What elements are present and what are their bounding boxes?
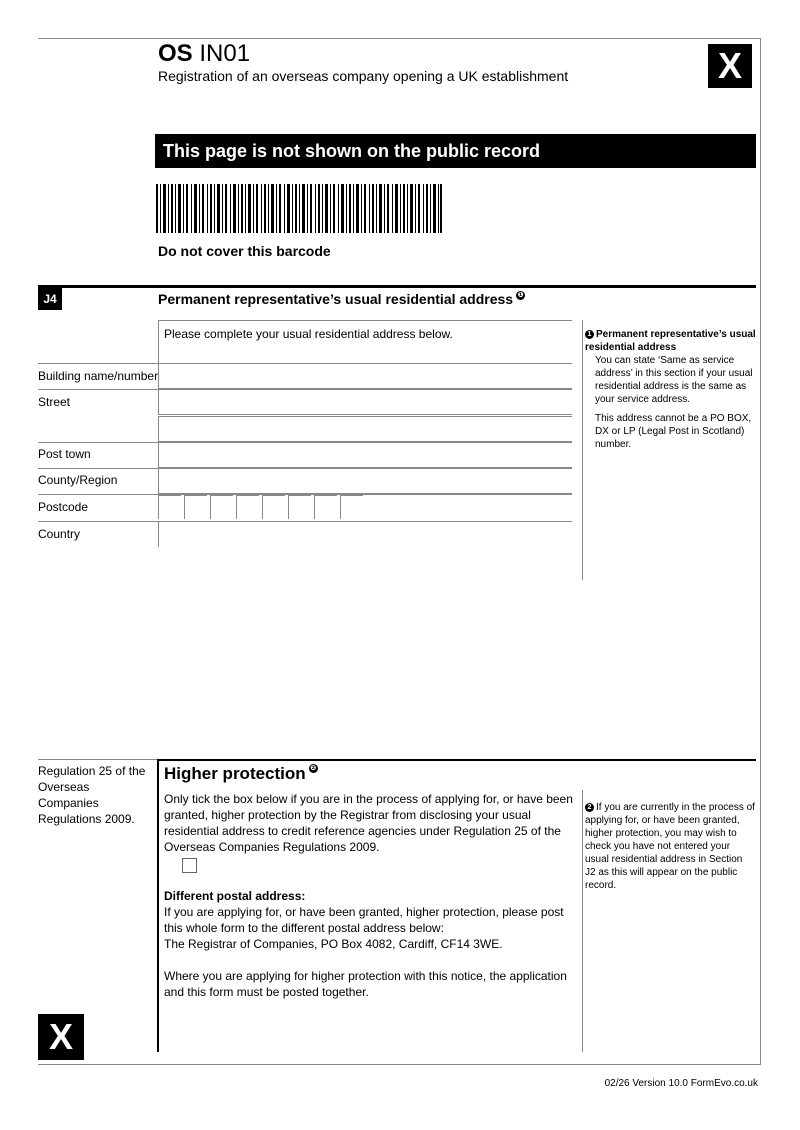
country-label: Country <box>38 527 81 541</box>
public-record-banner: This page is not shown on the public record <box>155 134 756 168</box>
form-subtitle: Registration of an overseas company opening a UK establishment <box>158 68 569 84</box>
side-note-1-para-1: You can state ‘Same as service address’ in this section if your usual residential address is the same as your service address. <box>595 355 753 405</box>
form-code <box>158 40 250 68</box>
note-1-icon: ❶ <box>517 292 524 299</box>
postcode-cell[interactable] <box>262 495 285 519</box>
postal-address-instruction: If you are applying for, or have been granted, higher protection, please post this whole form to the different postal address below: <box>164 905 564 935</box>
building-input[interactable] <box>158 363 572 389</box>
posted-together-note: Where you are applying for higher protection with this notice, the application and this form must be posted together. <box>164 969 567 999</box>
higher-protection-body: Only tick the box below if you are in the process of applying for, or have been granted, higher protection by the Registrar from disclosing your usual residential address to credit reference agencies under Regulation 25 of the Overseas Companies Regulations 2009. <box>164 792 573 854</box>
right-border <box>760 38 761 1065</box>
postal-address: The Registrar of Companies, PO Box 4082, Cardiff, CF14 3WE. <box>164 937 503 951</box>
higher-protection-title-text: Higher protection <box>164 764 306 783</box>
postcode-cell[interactable] <box>158 495 181 519</box>
bottom-border <box>38 1064 761 1065</box>
side-note-1 <box>585 328 757 451</box>
postal-address-heading: Different postal address: <box>164 889 306 903</box>
building-label: Building name/number <box>38 369 159 383</box>
form-code-number: IN01 <box>199 40 251 67</box>
postcode-label: Postcode <box>38 500 89 514</box>
higher-protection-left-rule <box>157 759 159 1052</box>
higher-protection-title <box>164 764 318 784</box>
instruction-text: Please complete your usual residential address below. <box>164 327 453 341</box>
barcode-note: Do not cover this barcode <box>158 243 331 259</box>
section-j4-title <box>158 291 525 307</box>
higher-protection-top-rule <box>158 759 756 761</box>
postcode-cell[interactable] <box>340 495 363 519</box>
top-border <box>38 38 761 39</box>
note-2-icon: 2 <box>585 803 594 812</box>
regulation-label: Regulation 25 of the Overseas Companies Regulations 2009. <box>38 764 146 826</box>
street-input-line-2[interactable] <box>158 416 572 442</box>
side-note-2-divider <box>582 790 583 1052</box>
section-j4-divider <box>38 285 756 288</box>
x-mark-bottom: X <box>38 1014 84 1060</box>
county-label: County/Region <box>38 473 118 487</box>
postal-address-section <box>164 888 576 1000</box>
section-badge-j4: J4 <box>38 288 62 310</box>
x-mark-top: X <box>708 44 752 88</box>
postcode-cell[interactable] <box>288 495 311 519</box>
country-input[interactable] <box>158 521 572 547</box>
side-note-2 <box>585 801 755 892</box>
barcode-image <box>156 184 442 233</box>
side-note-2-text: If you are currently in the process of applying for, or have been granted, higher protection, you may wish to check you have not entered your usual residential address in Section J2 as this will appear on the public record. <box>585 802 755 891</box>
county-input[interactable] <box>158 468 572 494</box>
form-code-prefix: OS <box>158 40 193 67</box>
note-1-icon: 1 <box>585 330 594 339</box>
section-j4-title-text: Permanent representative’s usual residential address <box>158 291 514 307</box>
side-note-1-heading: 1 Permanent representative’s usual residential address <box>585 329 756 353</box>
note-2-icon: ❷ <box>310 765 317 772</box>
higher-protection-top-line <box>38 759 158 760</box>
postcode-cell[interactable] <box>314 495 337 519</box>
higher-protection-checkbox[interactable] <box>182 858 197 873</box>
side-note-divider <box>582 320 583 580</box>
post-town-label: Post town <box>38 447 91 461</box>
postcode-cell[interactable] <box>184 495 207 519</box>
postcode-cell[interactable] <box>236 495 259 519</box>
footer-version: 02/26 Version 10.0 FormEvo.co.uk <box>604 1078 758 1089</box>
street-label: Street <box>38 395 71 409</box>
postcode-input[interactable] <box>158 494 368 520</box>
postcode-cell[interactable] <box>210 495 233 519</box>
post-town-input[interactable] <box>158 442 572 468</box>
street-input-line-1[interactable] <box>158 389 572 415</box>
side-note-1-para-2: This address cannot be a PO BOX, DX or LP (Legal Post in Scotland) number. <box>595 413 752 450</box>
